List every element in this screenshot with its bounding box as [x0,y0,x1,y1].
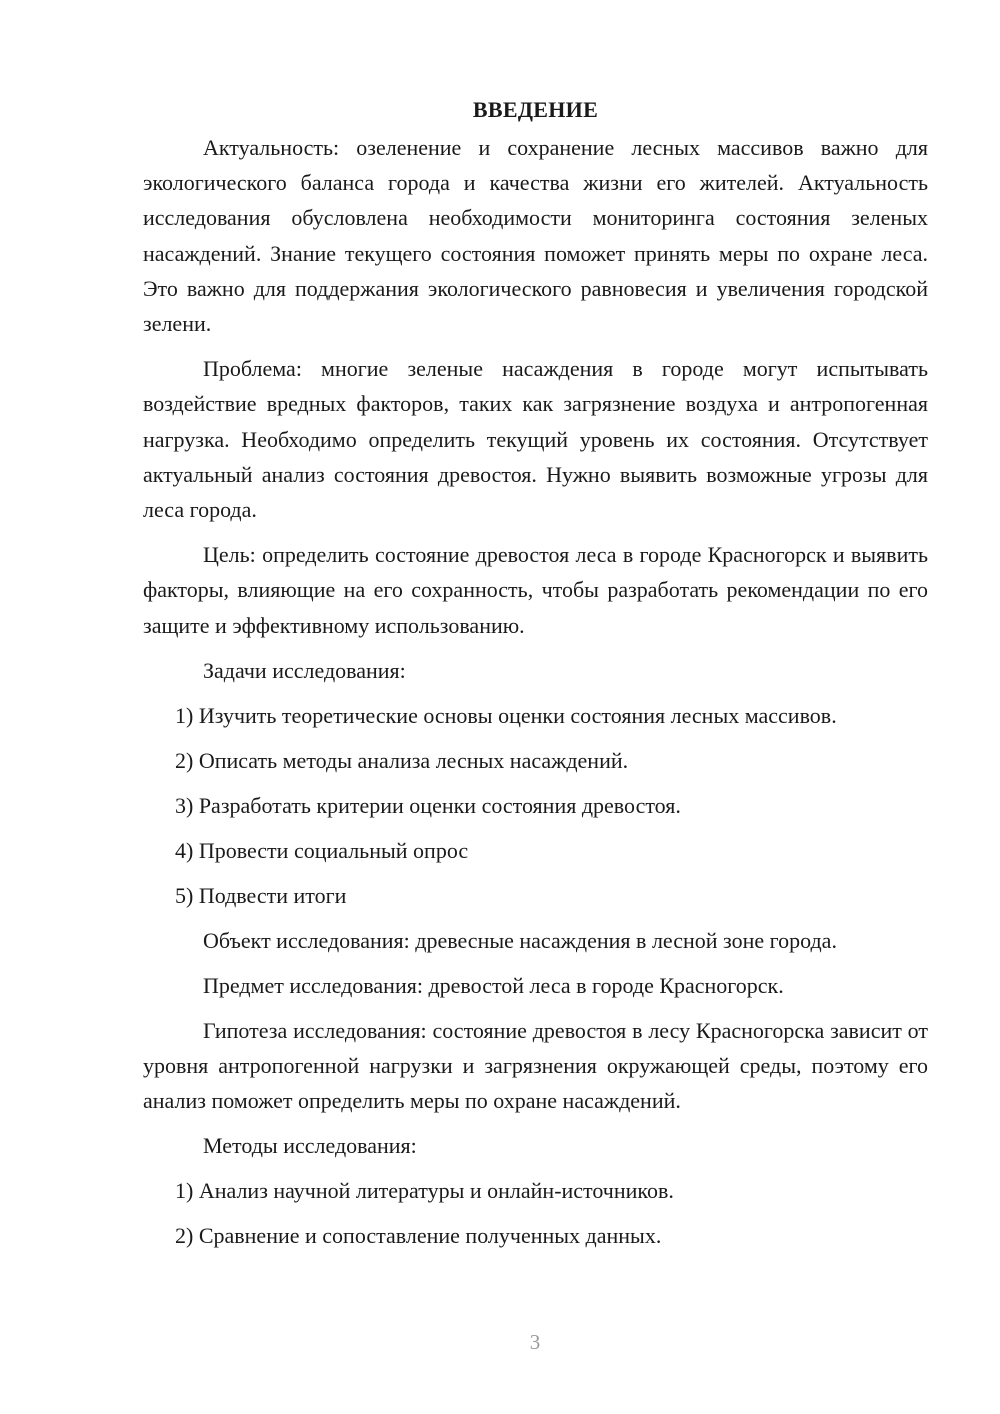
task-item-3: 3) Разработать критерии оценки состояния древостоя. [175,792,681,818]
task-item-1: 1) Изучить теоретические основы оценки состояния лесных массивов. [175,702,837,728]
document-page [143,92,928,1263]
problem-paragraph: Проблема: многие зеленые насаждения в городе могут испытывать воздействие вредных факторов, таких как загрязнение воздуха и антропогенная нагрузка. Необходимо определить текущий уровень их состояния. Отсутствует актуальный анализ состояния древостоя. Нужно выявить возможные угрозы для леса города. [143,356,928,523]
page-number: 3 [529,1330,541,1354]
task-item-2: 2) Описать методы анализа лесных насаждений. [175,747,629,773]
methods-heading: Методы исследования: [203,1133,417,1159]
object-line: Объект исследования: древесные насаждения в лесной зоне города. [203,927,837,953]
relevance-paragraph: Актуальность: озеленение и сохранение лесных массивов важно для экологического баланса города и качества жизни его жителей. Актуальность исследования обусловлена необходимости мониторинга состояния зеленых насаждений. Знание текущего состояния поможет принять меры по охране леса. Это важно для поддержания экологического равновесия и увеличения городской зелени. [143,135,928,337]
tasks-heading: Задачи исследования: [203,657,406,683]
hypothesis-paragraph: Гипотеза исследования: состояние древостоя в лесу Красногорска зависит от уровня антропогенной нагрузки и загрязнения окружающей среды, поэтому его анализ поможет определить меры по охране насаждений. [143,1017,928,1114]
method-item-2: 2) Сравнение и сопоставление полученных данных. [175,1223,662,1249]
method-item-1: 1) Анализ научной литературы и онлайн-источников. [175,1178,674,1204]
task-item-4: 4) Провести социальный опрос [175,837,469,863]
page-title: ВВЕДЕНИЕ [472,97,599,122]
task-item-5: 5) Подвести итоги [175,882,347,908]
goal-paragraph: Цель: определить состояние древостоя леса в городе Красногорск и выявить факторы, влияющие на его сохранность, чтобы разработать рекомендации по его защите и эффективному использованию. [143,542,928,638]
subject-line: Предмет исследования: древостой леса в городе Красногорск. [203,972,784,998]
